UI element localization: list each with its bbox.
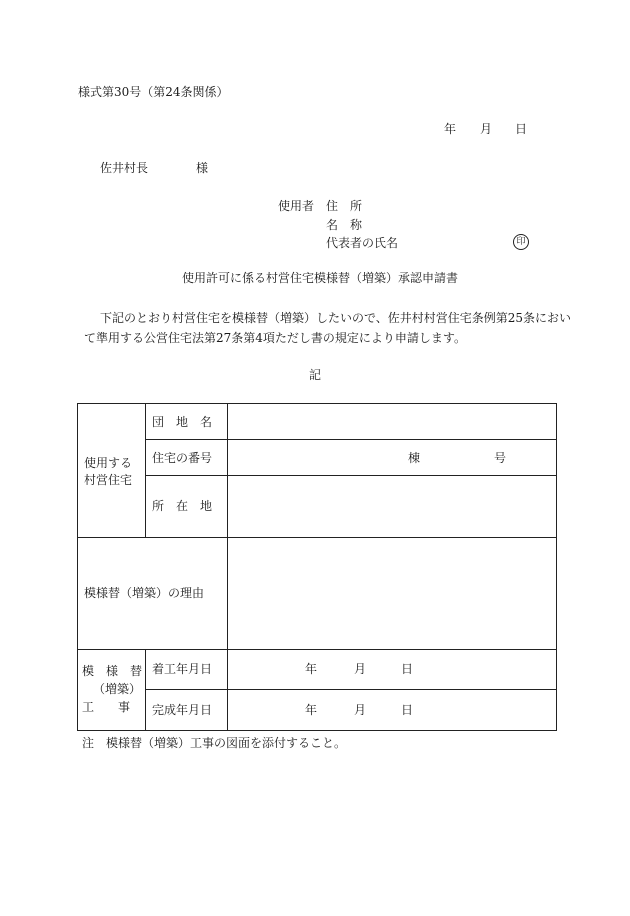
start-month: 月 [354,662,367,676]
date-year-label: 年 [444,122,457,136]
body-paragraph [84,308,572,348]
housing-number-label: 住宅の番号 [152,451,213,465]
reason-label: 模様替（増築）の理由 [84,586,205,600]
addressee-honorific: 様 [196,161,209,175]
application-table [77,403,557,731]
danchi-name-label: 団 地 名 [152,415,213,429]
table-vline [227,403,228,731]
table-hline [145,475,557,476]
table-hline [145,439,557,440]
building-unit: 棟 [408,451,421,465]
note: 注 模様替（増築）工事の図面を添付すること。 [82,736,347,750]
group-housing-label-line1: 使用する [84,456,133,470]
start-day: 日 [401,662,414,676]
table-hline [77,537,557,538]
work-label-line1: 模 様 替 [82,664,143,678]
completion-date-label: 完成年月日 [152,703,213,717]
name-label: 名 称 [326,218,363,232]
location-label: 所 在 地 [152,499,213,513]
addressee-name: 佐井村長 [100,161,149,175]
body-line-1: 下記のとおり村営住宅を模様替（増築）したいので、佐井村村営住宅条例第25条におい [100,311,572,325]
table-vline [145,403,146,537]
date-day-label: 日 [515,122,528,136]
ki-heading: 記 [309,368,322,382]
representative-label: 代表者の氏名 [326,236,399,250]
room-unit: 号 [494,451,507,465]
form-number: 様式第30号（第24条関係） [78,85,229,99]
work-label-line3: 工 事 [82,700,131,714]
document-title: 使用許可に係る村営住宅模様替（増築）承認申請書 [182,271,459,285]
table-hline [145,689,557,690]
completion-month: 月 [354,703,367,717]
date-month-label: 月 [480,122,493,136]
table-hline [77,649,557,650]
start-date-label: 着工年月日 [152,662,213,676]
table-vline [145,649,146,731]
work-label-line2: （増築） [93,682,142,696]
body-line-2: て準用する公営住宅法第27条第4項ただし書の規定により申請します。 [84,331,466,345]
seal-mark: 印 [513,234,529,250]
group-housing-label-line2: 村営住宅 [84,473,133,487]
start-year: 年 [305,662,318,676]
applicant-role: 使用者 [278,199,315,213]
address-label: 住 所 [326,199,363,213]
completion-day: 日 [401,703,414,717]
completion-year: 年 [305,703,318,717]
